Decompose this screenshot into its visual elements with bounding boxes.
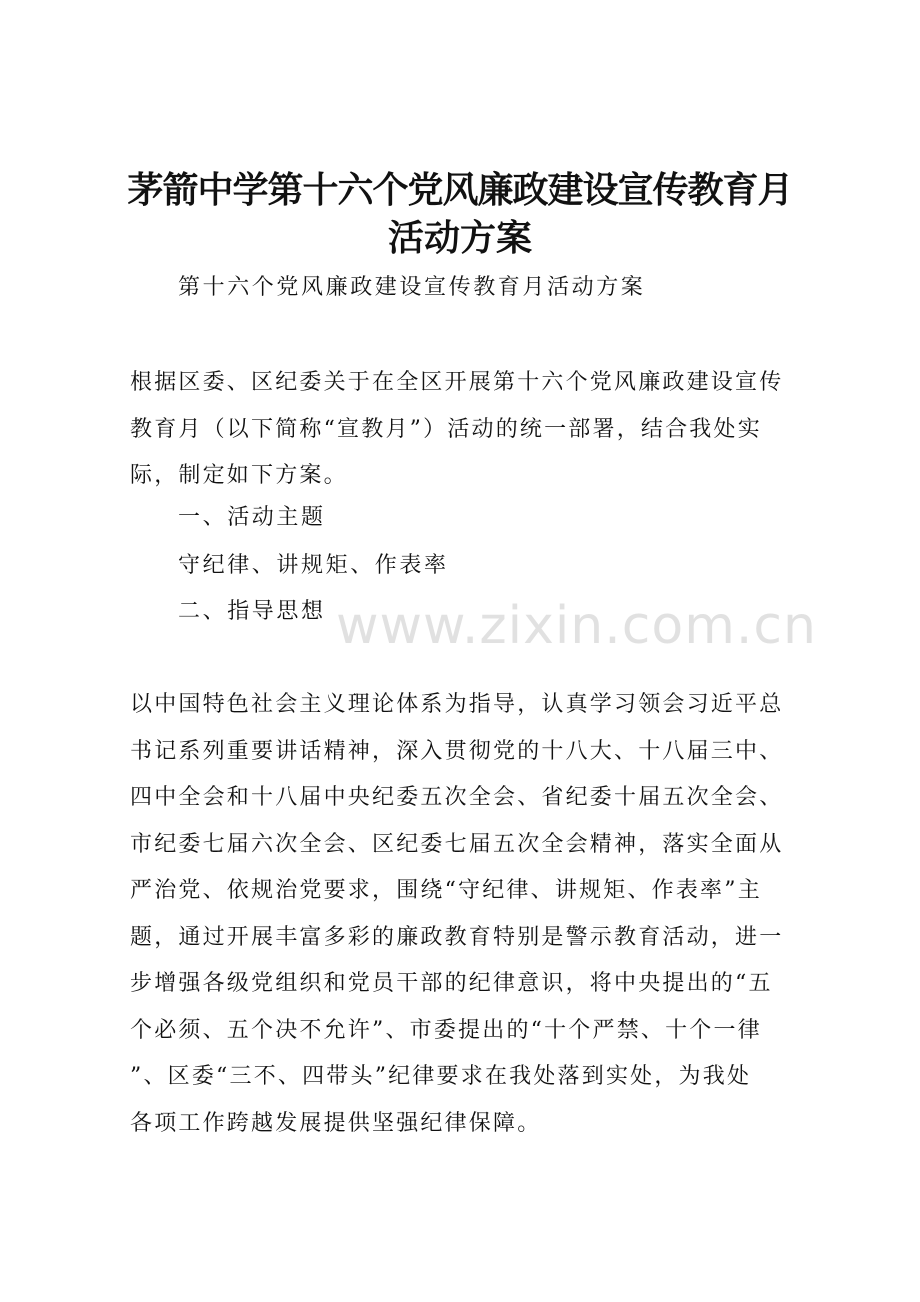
section-heading-theme: 一、活动主题 xyxy=(178,505,326,530)
intro-paragraph: 根据区委、区纪委关于在全区开展第十六个党风廉政建设宣传 教育月（以下简称“宣教月”）活动的统一部署，结合我处实 际，制定如下方案。 xyxy=(130,370,784,488)
watermark-text: www.zixin.com.cn xyxy=(336,596,817,656)
section-heading-guiding: 二、指导思想 xyxy=(178,599,326,624)
section-body-theme: 守纪律、讲规矩、作表率 xyxy=(178,553,449,578)
guiding-paragraph: 以中国特色社会主义理论体系为指导，认真学习领会习近平总 书记系列重要讲话精神，深入贯彻党的十八大、十八届三中、 四中全会和十八届中央纪委五次全会、省纪委十届五次全会、 市纪委七届六次全会、区纪委七届五次全会精神，落实全面从 严治党、依规治党要求，围绕“守纪律、讲规矩、作表率”主 题，通过开展丰富多彩的廉政教育特别是警示教育活动，进一 步增强各级党组织和党员干部的纪律意识，将中央提出的“五 个必须、五个决不允许”、市委提出的“十个严禁、十个一律 ”、区委“三不、四带头”纪律要求在我处落到实处，为我处 各项工作跨越发展提供坚强纪律保障。 xyxy=(130,692,784,1136)
document-subtitle: 第十六个党风廉政建设宣传教育月活动方案 xyxy=(178,275,646,300)
document-title-line1: 茅箭中学第十六个党风廉政建设宣传教育月 xyxy=(127,170,793,211)
document-title-line2: 活动方案 xyxy=(387,218,532,259)
